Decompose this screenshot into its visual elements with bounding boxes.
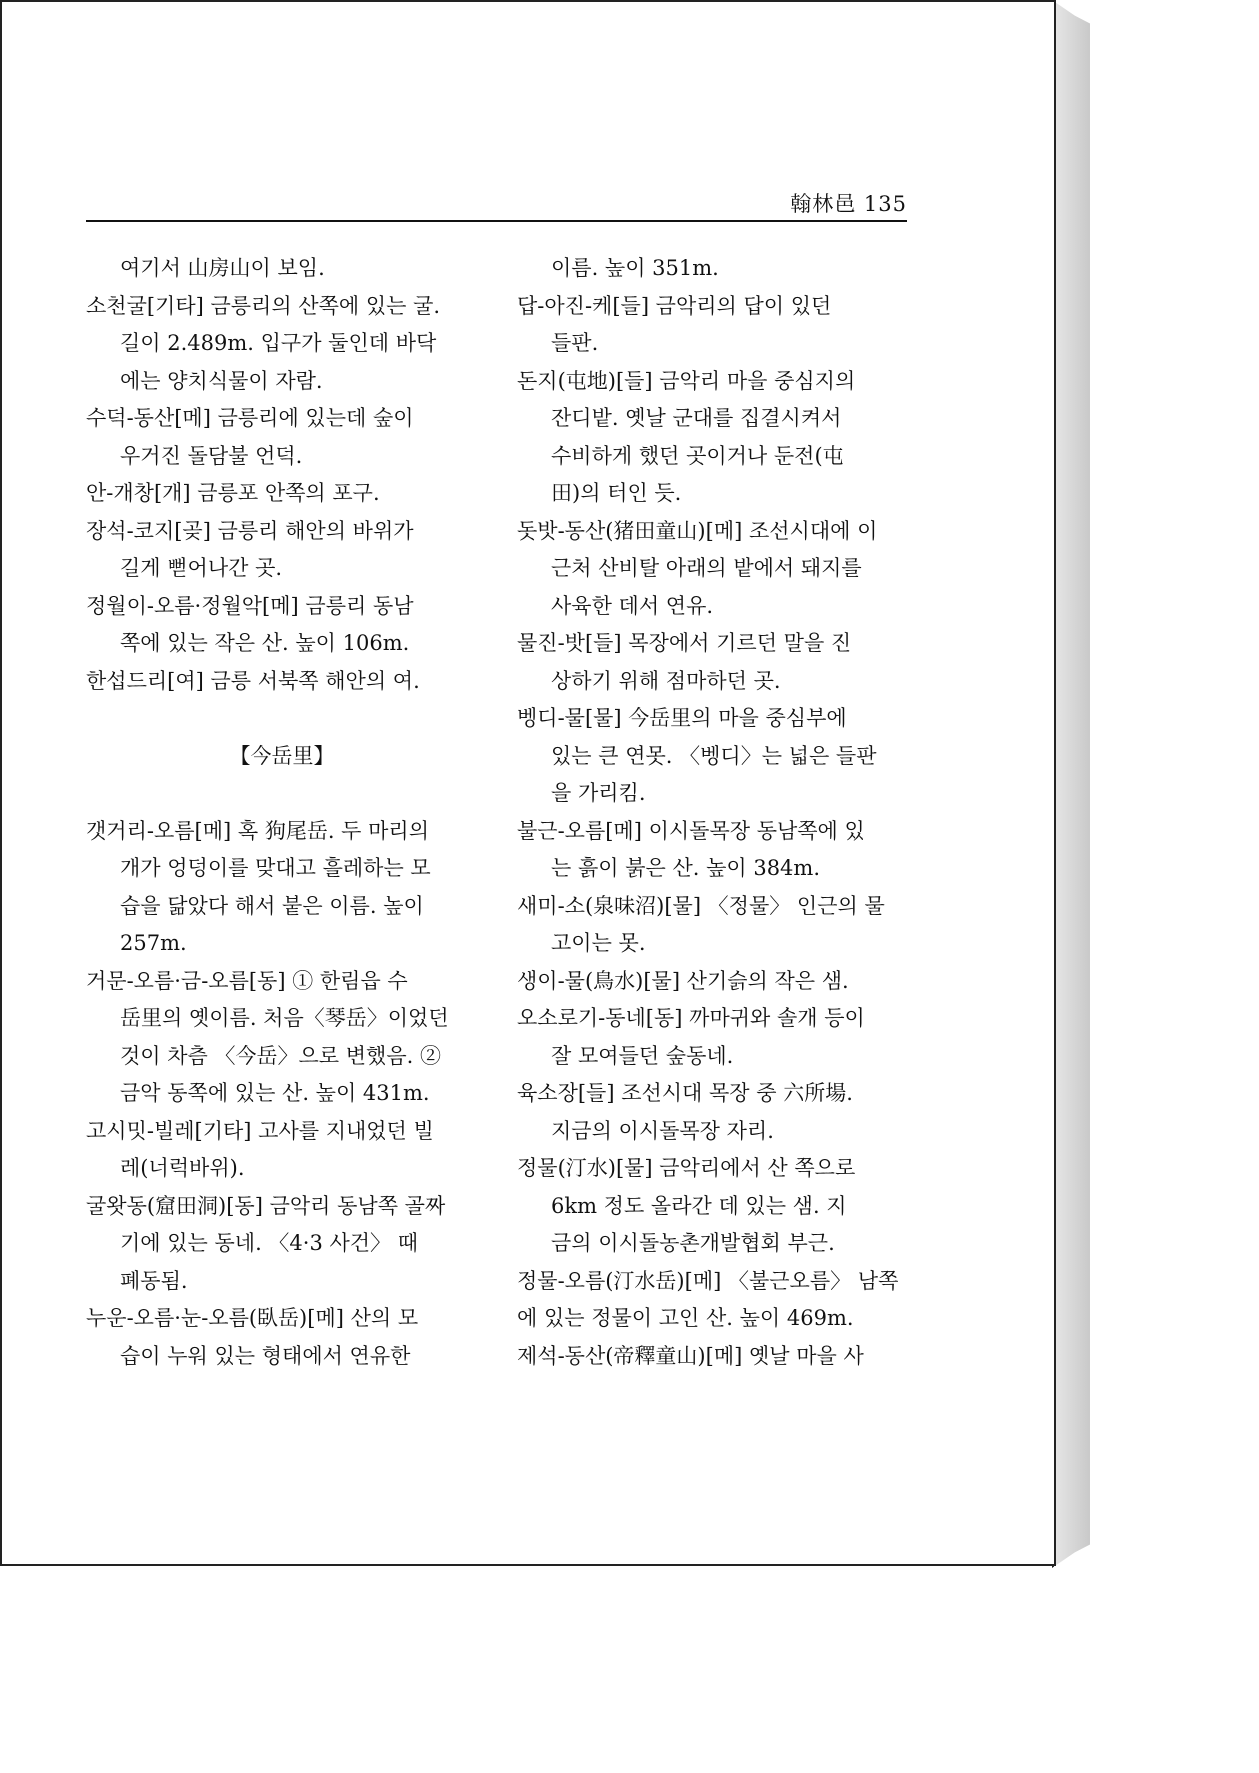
right-line-0: 이름. 높이 351m.: [551, 256, 719, 280]
right-line-18: 고이는 못.: [551, 931, 646, 955]
header-rule: [86, 220, 907, 222]
right-line-26: 금의 이시돌농촌개발협회 부근.: [551, 1231, 835, 1255]
right-line-29: 제석-동산(帝釋童山)[메] 옛날 마을 사: [517, 1343, 864, 1368]
left-line-8: 길게 뻗어나간 곳.: [120, 556, 283, 580]
left-line-16: 개가 엉덩이를 맞대고 흘레하는 모: [120, 856, 431, 880]
right-line-9: 사육한 데서 연유.: [551, 593, 714, 618]
left-line-5: 우거진 돌담불 언덕.: [120, 443, 303, 468]
right-line-11: 상하기 위해 점마하던 곳.: [551, 668, 781, 693]
page-edge: [1052, 0, 1090, 1568]
left-spacer-2: [86, 775, 478, 813]
running-head: 翰林邑 135: [790, 192, 907, 216]
left-line-4: 수덕-동산[메] 금릉리에 있는데 숲이: [86, 406, 414, 430]
right-line-27: 정물-오름(汀水岳)[메] 〈불근오름〉 남쪽: [517, 1268, 899, 1293]
right-line-17: 새미-소(泉味沼)[물] 〈정물〉 인근의 물: [517, 893, 885, 918]
left-line-24: 레(너럭바위).: [120, 1156, 245, 1180]
right-line-20: 오소로기-동네[동] 까마귀와 솔개 등이: [517, 1006, 865, 1030]
right-line-5: 수비하게 했던 곳이거나 둔전(屯: [551, 443, 844, 468]
left-line-18: 257m.: [120, 931, 187, 955]
right-line-22: 육소장[들] 조선시대 목장 중 六所場.: [517, 1081, 853, 1105]
right-line-8: 근처 산비탈 아래의 밭에서 돼지를: [551, 556, 862, 580]
right-line-2: 들판.: [551, 331, 599, 355]
right-line-6: 田)의 터인 듯.: [551, 481, 682, 505]
right-line-1: 답-아진-케[들] 금악리의 답이 있던: [517, 293, 832, 318]
left-line-23: 고시밋-빌레[기타] 고사를 지내었던 빌: [86, 1118, 434, 1143]
left-line-25: 굴왓동(窟田洞)[동] 금악리 동남쪽 골짜: [86, 1193, 446, 1218]
right-line-24: 정물(汀水)[물] 금악리에서 산 쪽으로: [517, 1156, 856, 1180]
left-line-7: 장석-코지[곶] 금릉리 해안의 바위가: [86, 518, 414, 543]
left-line-11: 한섭드리[여] 금릉 서북쪽 해안의 여.: [86, 668, 420, 693]
left-line-15: 갯거리-오름[메] 혹 狗尾岳. 두 마리의: [86, 818, 430, 843]
left-line-1: 소천굴[기타] 금릉리의 산쪽에 있는 굴.: [86, 293, 441, 318]
left-line-26: 기에 있는 동네. 〈4·3 사건〉 때: [120, 1231, 419, 1255]
right-line-25: 6km 정도 올라간 데 있는 샘. 지: [551, 1193, 847, 1218]
right-line-15: 불근-오름[메] 이시돌목장 동남쪽에 있: [517, 818, 865, 843]
left-line-3: 에는 양치식물이 자람.: [120, 368, 323, 393]
left-line-2: 길이 2.489m. 입구가 둘인데 바닥: [120, 331, 437, 355]
left-line-9: 정월이-오름·정월악[메] 금릉리 동남: [86, 593, 414, 618]
right-line-28: 에 있는 정물이 고인 산. 높이 469m.: [517, 1306, 854, 1330]
right-line-16: 는 흙이 붉은 산. 높이 384m.: [551, 856, 821, 880]
left-line-20: 岳里의 옛이름. 처음〈琴岳〉이었던: [120, 1006, 449, 1030]
left-line-0: 여기서 山房山이 보임.: [120, 256, 325, 280]
left-line-28: 누운-오름·눈-오름(臥岳)[메] 산의 모: [86, 1306, 419, 1330]
right-line-14: 을 가리킴.: [551, 781, 646, 805]
left-line-19: 거문-오름·금-오름[동] ① 한림읍 수: [86, 968, 408, 993]
left-line-22: 금악 동쪽에 있는 산. 높이 431m.: [120, 1081, 430, 1105]
right-column: [517, 250, 909, 1375]
right-line-23: 지금의 이시돌목장 자리.: [551, 1118, 774, 1143]
right-line-4: 잔디밭. 옛날 군대를 집결시켜서: [551, 406, 842, 430]
left-line-10: 쪽에 있는 작은 산. 높이 106m.: [120, 631, 410, 655]
right-line-19: 생이-물(鳥水)[물] 산기슭의 작은 샘.: [517, 968, 849, 993]
left-column: [86, 250, 478, 1375]
left-line-21: 것이 차츰 〈今岳〉으로 변했음. ②: [120, 1043, 441, 1068]
left-line-6: 안-개창[개] 금릉포 안쪽의 포구.: [86, 481, 380, 505]
left-line-17: 습을 닮았다 해서 붙은 이름. 높이: [120, 893, 424, 918]
right-line-12: 벵디-물[물] 今岳里의 마을 중심부에: [517, 706, 847, 730]
section-heading: 【今岳里】: [229, 743, 335, 768]
right-line-21: 잘 모여들던 숲동네.: [551, 1043, 734, 1068]
left-spacer-1: [86, 700, 478, 738]
right-line-10: 물진-밧[들] 목장에서 기르던 말을 진: [517, 631, 852, 655]
left-line-27: 폐동됨.: [120, 1268, 188, 1293]
right-line-13: 있는 큰 연못. 〈벵디〉는 넓은 들판: [551, 743, 877, 768]
right-line-7: 돗밧-동산(猪田童山)[메] 조선시대에 이: [517, 518, 878, 543]
left-line-29: 습이 누워 있는 형태에서 연유한: [120, 1343, 411, 1368]
right-line-3: 돈지(屯地)[들] 금악리 마을 중심지의: [517, 368, 856, 393]
